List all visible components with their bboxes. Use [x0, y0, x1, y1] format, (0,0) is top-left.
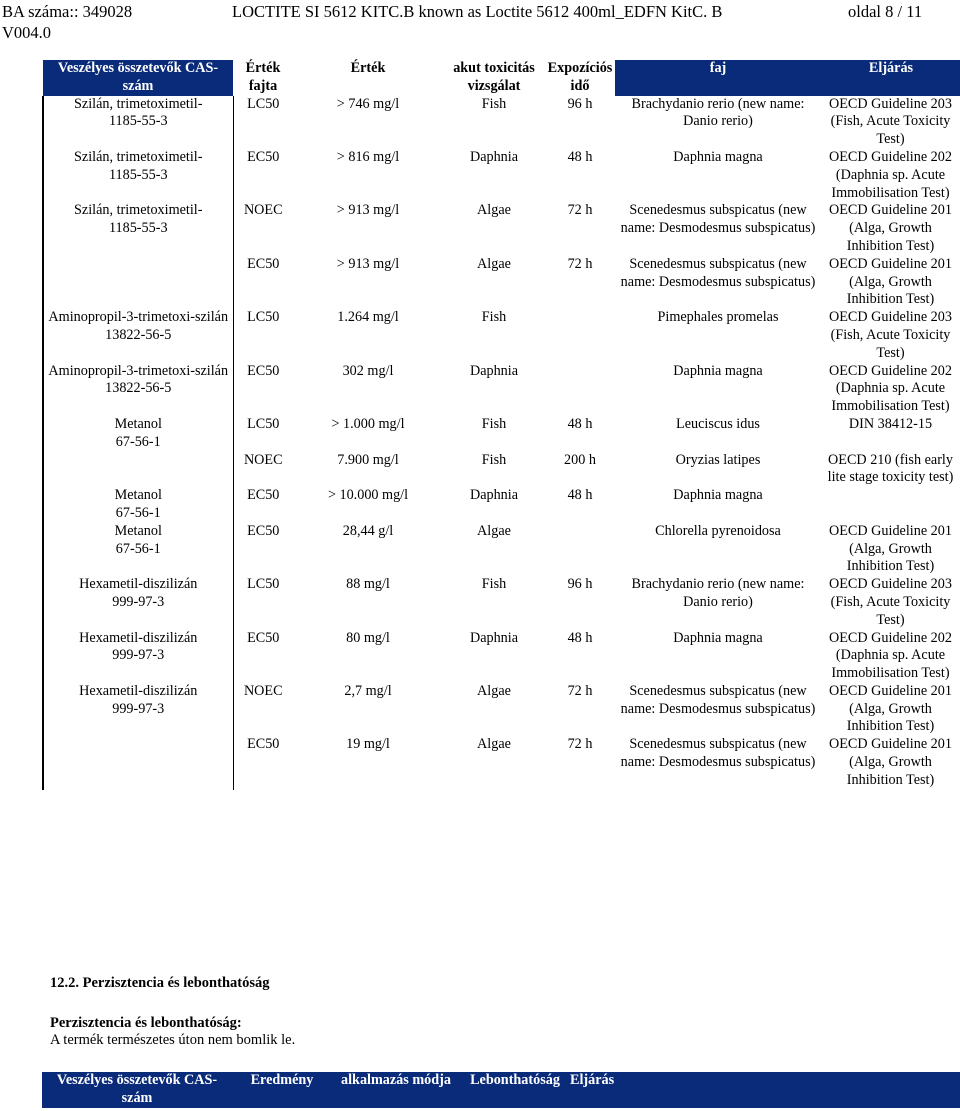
- table-row: [43, 576, 960, 629]
- column-header-value-type: Érték fajta: [233, 60, 293, 96]
- substance-cell: [43, 256, 233, 309]
- species-cell: Brachydanio rerio (new name: Danio rerio): [631, 95, 805, 130]
- column-header-test: akut toxicitás vizsgálat: [443, 60, 545, 96]
- time-cell: [545, 309, 615, 362]
- substance-name: Aminopropil-3-trimetoxi-szilán: [48, 362, 229, 379]
- value-cell: 80 mg/l: [346, 629, 390, 646]
- cas-number: 67-56-1: [115, 504, 161, 521]
- test-cell: Daphnia: [469, 148, 519, 165]
- substance-cell: [43, 309, 233, 362]
- species-cell: Scenedesmus subspicatus (new name: Desmodesmus subspicatus): [620, 202, 816, 237]
- test-cell: Daphnia: [469, 487, 519, 504]
- value-cell: 19 mg/l: [346, 736, 390, 753]
- substance-name: Szilán, trimetoximetil-: [74, 148, 203, 165]
- species-cell: Daphnia magna: [673, 487, 763, 504]
- time-cell: 72 h: [567, 202, 593, 219]
- column-header-species: faj: [615, 60, 821, 96]
- method-cell: OECD Guideline 201 (Alga, Growth Inhibition Test): [821, 683, 960, 736]
- substance-name: Hexametil-diszilizán: [79, 629, 198, 646]
- table-row: [43, 202, 960, 255]
- test-cell: Fish: [481, 309, 507, 326]
- type-cell: NOEC: [243, 202, 283, 219]
- type-cell: EC50: [247, 629, 280, 646]
- time-cell: [545, 523, 615, 576]
- value-cell: > 816 mg/l: [336, 148, 400, 165]
- substance-name: Aminopropil-3-trimetoxi-szilán: [48, 309, 229, 326]
- test-cell: Algae: [477, 682, 511, 699]
- degradability-table: [42, 1072, 960, 1108]
- cas-number: 1185-55-3: [108, 220, 168, 237]
- substance-name: Metanol: [114, 487, 162, 504]
- cas-number: 67-56-1: [115, 433, 161, 450]
- ecotoxicity-table: [42, 60, 960, 790]
- substance-cell: [43, 630, 233, 683]
- cas-number: 67-56-1: [115, 540, 161, 557]
- test-cell: Fish: [481, 451, 507, 468]
- document-version: V004.0: [2, 23, 52, 42]
- type-cell: NOEC: [243, 451, 283, 468]
- test-cell: Daphnia: [469, 362, 519, 379]
- page-number: oldal 8 / 11: [848, 2, 923, 21]
- test-cell: Fish: [481, 415, 507, 432]
- time-cell: 72 h: [567, 255, 593, 272]
- table-row: [43, 683, 960, 736]
- substance-cell: [43, 96, 233, 149]
- substance-cell: [43, 202, 233, 255]
- section-subtitle: Perzisztencia és lebonthatóság:: [50, 1015, 242, 1031]
- type-cell: EC50: [247, 148, 280, 165]
- type-cell: EC50: [247, 362, 280, 379]
- value-cell: 28,44 g/l: [342, 522, 394, 539]
- substance-name: Hexametil-diszilizán: [79, 682, 198, 699]
- method-cell: OECD Guideline 202 (Daphnia sp. Acute Immobilisation Test): [821, 630, 960, 683]
- substance-name: Metanol: [114, 415, 162, 432]
- column-header-method: Eljárás: [570, 1072, 960, 1108]
- document-number: BA száma:: 349028: [2, 2, 133, 21]
- test-cell: Fish: [481, 576, 507, 593]
- value-cell: > 10.000 mg/l: [327, 487, 409, 504]
- value-cell: 2,7 mg/l: [344, 682, 392, 699]
- test-cell: Algae: [477, 736, 511, 753]
- column-header-method: Eljárás: [821, 60, 960, 96]
- value-cell: > 913 mg/l: [336, 255, 400, 272]
- type-cell: LC50: [247, 309, 280, 326]
- species-cell: Scenedesmus subspicatus (new name: Desmodesmus subspicatus): [620, 682, 816, 717]
- value-cell: > 746 mg/l: [336, 95, 400, 112]
- substance-cell: [43, 736, 233, 789]
- substance-name: Szilán, trimetoximetil-: [74, 95, 203, 112]
- column-header-result: Eredmény: [232, 1072, 332, 1108]
- substance-cell: [43, 683, 233, 736]
- test-cell: Fish: [481, 95, 507, 112]
- substance-cell: [43, 487, 233, 523]
- table-row: [43, 416, 960, 452]
- substance-cell: [43, 363, 233, 416]
- column-header-substance: Veszélyes összetevők CAS-szám: [42, 1072, 232, 1108]
- species-cell: Leuciscus idus: [676, 415, 760, 432]
- column-header-substance: Veszélyes összetevők CAS-szám: [43, 60, 233, 96]
- value-cell: 1.264 mg/l: [337, 309, 399, 326]
- test-cell: Daphnia: [469, 629, 519, 646]
- substance-name: Metanol: [114, 522, 162, 539]
- method-cell: OECD Guideline 202 (Daphnia sp. Acute Immobilisation Test): [821, 149, 960, 202]
- time-cell: 96 h: [567, 576, 593, 593]
- table-row: [43, 523, 960, 576]
- type-cell: LC50: [247, 95, 280, 112]
- value-cell: 88 mg/l: [346, 576, 390, 593]
- table-row: [43, 96, 960, 149]
- value-cell: 7.900 mg/l: [337, 451, 399, 468]
- cas-number: 13822-56-5: [105, 380, 172, 397]
- value-cell: 302 mg/l: [342, 362, 394, 379]
- type-cell: EC50: [247, 255, 280, 272]
- substance-name: Szilán, trimetoximetil-: [74, 202, 203, 219]
- time-cell: 48 h: [567, 487, 593, 504]
- species-cell: Scenedesmus subspicatus (new name: Desmodesmus subspicatus): [620, 255, 816, 290]
- time-cell: 48 h: [567, 148, 593, 165]
- method-cell: OECD Guideline 203 (Fish, Acute Toxicity Test): [821, 96, 960, 149]
- column-header-exposure: Expozíciós idő: [545, 60, 615, 96]
- cas-number: 13822-56-5: [105, 326, 172, 343]
- test-cell: Algae: [477, 522, 511, 539]
- table-row: [43, 363, 960, 416]
- cas-number: 1185-55-3: [108, 113, 168, 130]
- species-cell: Daphnia magna: [673, 362, 763, 379]
- substance-cell: [43, 452, 233, 488]
- time-cell: 48 h: [567, 415, 593, 432]
- substance-cell: [43, 416, 233, 452]
- species-cell: Brachydanio rerio (new name: Danio rerio): [631, 576, 805, 610]
- cas-number: 1185-55-3: [108, 166, 168, 183]
- cas-number: 999-97-3: [112, 593, 165, 610]
- method-cell: [821, 487, 960, 523]
- species-cell: Oryzias latipes: [675, 451, 761, 468]
- product-name: LOCTITE SI 5612 KITC.B known as Loctite 5612 400ml_EDFN KitC. B: [232, 2, 723, 21]
- column-header-degradability: Lebonthatóság: [460, 1072, 570, 1108]
- table-row: [43, 736, 960, 789]
- species-cell: Daphnia magna: [673, 629, 763, 646]
- method-cell: OECD Guideline 201 (Alga, Growth Inhibition Test): [821, 202, 960, 255]
- method-cell: OECD Guideline 201 (Alga, Growth Inhibition Test): [821, 256, 960, 309]
- section-text: A termék természetes úton nem bomlik le.: [50, 1032, 296, 1048]
- table-row: [43, 630, 960, 683]
- method-cell: DIN 38412-15: [821, 416, 960, 452]
- table-row: [43, 487, 960, 523]
- table-row: [43, 149, 960, 202]
- column-header-application: alkalmazás módja: [332, 1072, 460, 1108]
- value-cell: > 913 mg/l: [336, 202, 400, 219]
- column-header-value: Érték: [293, 60, 443, 96]
- time-cell: 96 h: [567, 95, 593, 112]
- type-cell: LC50: [247, 415, 280, 432]
- time-cell: 72 h: [567, 736, 593, 753]
- table-row: [43, 452, 960, 488]
- method-cell: OECD Guideline 201 (Alga, Growth Inhibition Test): [821, 523, 960, 576]
- type-cell: EC50: [247, 736, 280, 753]
- time-cell: 48 h: [567, 629, 593, 646]
- method-cell: OECD Guideline 203 (Fish, Acute Toxicity Test): [821, 309, 960, 362]
- cas-number: 999-97-3: [112, 700, 165, 717]
- time-cell: 200 h: [564, 451, 596, 468]
- method-cell: OECD Guideline 201 (Alga, Growth Inhibition Test): [821, 736, 960, 789]
- page-header: [0, 0, 960, 44]
- table-header-row: [43, 60, 960, 96]
- species-cell: Scenedesmus subspicatus (new name: Desmodesmus subspicatus): [620, 736, 816, 771]
- method-cell: OECD 210 (fish early lite stage toxicity test): [821, 452, 960, 488]
- cas-number: 999-97-3: [112, 647, 165, 664]
- type-cell: LC50: [247, 576, 280, 593]
- method-cell: OECD Guideline 203 (Fish, Acute Toxicity Test): [821, 576, 960, 629]
- section-title: 12.2. Perzisztencia és lebonthatóság: [50, 975, 270, 991]
- table-row: [43, 256, 960, 309]
- substance-name: Hexametil-diszilizán: [79, 576, 198, 593]
- substance-cell: [43, 149, 233, 202]
- type-cell: EC50: [247, 487, 280, 504]
- value-cell: > 1.000 mg/l: [331, 415, 405, 432]
- time-cell: [545, 363, 615, 416]
- table-header-row: [42, 1072, 960, 1108]
- species-cell: Pimephales promelas: [657, 309, 779, 326]
- test-cell: Algae: [477, 255, 511, 272]
- table-row: [43, 309, 960, 362]
- substance-cell: [43, 576, 233, 629]
- method-cell: OECD Guideline 202 (Daphnia sp. Acute Immobilisation Test): [821, 363, 960, 416]
- species-cell: Daphnia magna: [673, 148, 763, 165]
- species-cell: Chlorella pyrenoidosa: [655, 522, 781, 539]
- type-cell: NOEC: [243, 682, 283, 699]
- substance-cell: [43, 523, 233, 576]
- type-cell: EC50: [247, 522, 280, 539]
- test-cell: Algae: [477, 202, 511, 219]
- time-cell: 72 h: [567, 682, 593, 699]
